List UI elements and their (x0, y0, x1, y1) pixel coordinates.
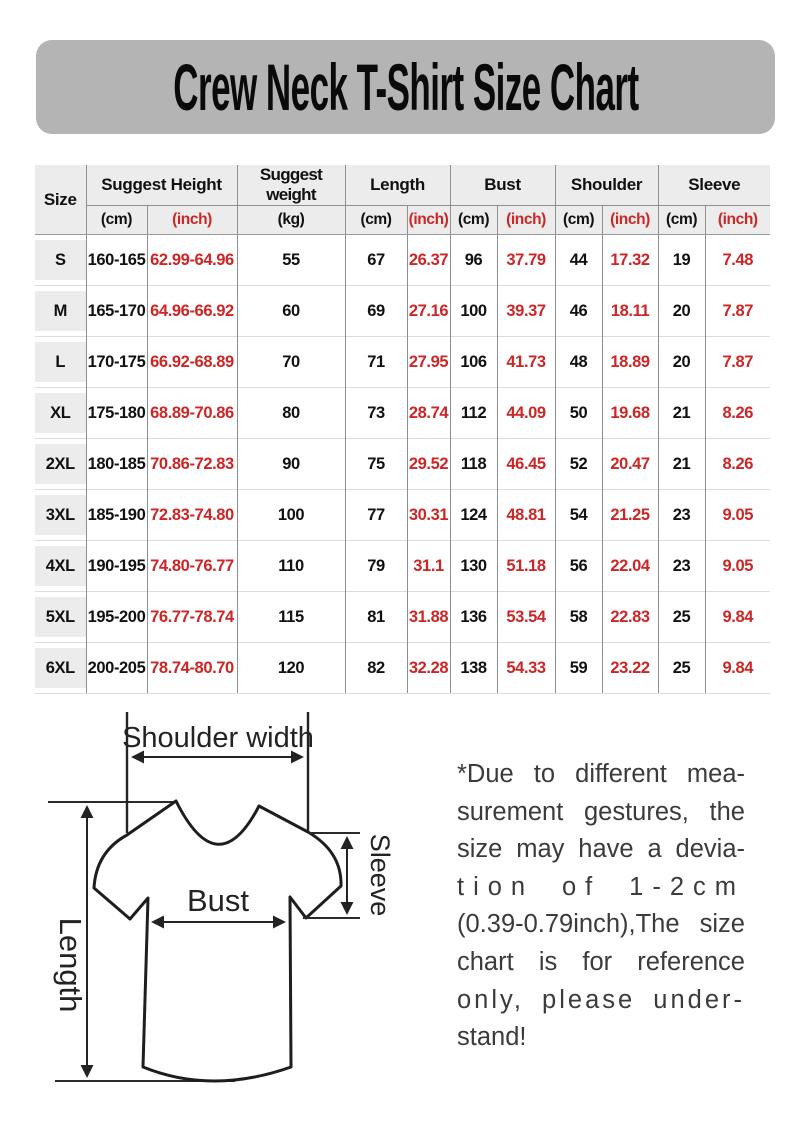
value-cell: 90 (237, 439, 345, 490)
value-cell: 100 (237, 490, 345, 541)
size-cell (35, 490, 86, 541)
table-row (35, 643, 770, 694)
size-cell (35, 592, 86, 643)
value-cell: 76.77-78.74 (147, 592, 237, 643)
unit-shoulder-cm: (cm) (555, 206, 602, 235)
value-cell: 7.87 (705, 337, 770, 388)
value-cell: 68.89-70.86 (147, 388, 237, 439)
unit-weight-kg: (kg) (237, 206, 345, 235)
table-header (35, 165, 770, 235)
value-cell: 118 (450, 439, 497, 490)
size-cell (35, 439, 86, 490)
size-cell (35, 337, 86, 388)
table-row (35, 490, 770, 541)
value-cell: 9.05 (705, 541, 770, 592)
value-cell: 136 (450, 592, 497, 643)
table-row (35, 541, 770, 592)
value-cell: 115 (237, 592, 345, 643)
value-cell: 78.74-80.70 (147, 643, 237, 694)
disclaimer-note (457, 756, 745, 1057)
value-cell: 23 (658, 490, 705, 541)
value-cell: 185-190 (86, 490, 147, 541)
value-cell: 71 (345, 337, 407, 388)
note-line: *Due to different mea- (457, 760, 745, 788)
value-cell: 18.89 (602, 337, 658, 388)
note-line: tion of 1-2cm (457, 872, 745, 901)
value-cell: 23.22 (602, 643, 658, 694)
value-cell: 27.16 (407, 286, 450, 337)
value-cell: 180-185 (86, 439, 147, 490)
value-cell: 20 (658, 286, 705, 337)
value-cell: 56 (555, 541, 602, 592)
tshirt-measurement-diagram (0, 700, 430, 1122)
value-cell: 58 (555, 592, 602, 643)
value-cell: 44 (555, 235, 602, 286)
diagram-label-length: Length (53, 917, 88, 1013)
value-cell: 9.84 (705, 643, 770, 694)
unit-height-cm: (cm) (86, 206, 147, 235)
value-cell: 27.95 (407, 337, 450, 388)
value-cell: 37.79 (497, 235, 555, 286)
value-cell: 54.33 (497, 643, 555, 694)
size-badge: 6XL (35, 648, 86, 688)
size-cell (35, 643, 86, 694)
value-cell: 130 (450, 541, 497, 592)
note-line: chart is for reference (457, 947, 745, 976)
value-cell: 28.74 (407, 388, 450, 439)
size-table (35, 165, 770, 694)
value-cell: 8.26 (705, 388, 770, 439)
value-cell: 21.25 (602, 490, 658, 541)
value-cell: 81 (345, 592, 407, 643)
value-cell: 31.88 (407, 592, 450, 643)
value-cell: 51.18 (497, 541, 555, 592)
note-line: (0.39-0.79inch),The size (457, 910, 745, 939)
col-header-shoulder: Shoulder (555, 165, 658, 206)
note-line: surement gestures, the (457, 797, 745, 826)
size-badge: 2XL (35, 444, 86, 484)
value-cell: 69 (345, 286, 407, 337)
col-header-length: Length (345, 165, 450, 206)
value-cell: 7.87 (705, 286, 770, 337)
value-cell: 124 (450, 490, 497, 541)
value-cell: 112 (450, 388, 497, 439)
value-cell: 48 (555, 337, 602, 388)
value-cell: 53.54 (497, 592, 555, 643)
value-cell: 29.52 (407, 439, 450, 490)
value-cell: 79 (345, 541, 407, 592)
unit-bust-cm: (cm) (450, 206, 497, 235)
size-cell (35, 541, 86, 592)
value-cell: 175-180 (86, 388, 147, 439)
size-cell (35, 388, 86, 439)
value-cell: 75 (345, 439, 407, 490)
value-cell: 25 (658, 592, 705, 643)
value-cell: 20.47 (602, 439, 658, 490)
value-cell: 195-200 (86, 592, 147, 643)
value-cell: 22.04 (602, 541, 658, 592)
col-header-suggest-weight: Suggest weight (237, 165, 345, 206)
value-cell: 32.28 (407, 643, 450, 694)
col-header-bust: Bust (450, 165, 555, 206)
value-cell: 55 (237, 235, 345, 286)
table-row (35, 388, 770, 439)
value-cell: 70.86-72.83 (147, 439, 237, 490)
value-cell: 165-170 (86, 286, 147, 337)
diagram-label-shoulder-width: Shoulder width (122, 722, 314, 754)
value-cell: 17.32 (602, 235, 658, 286)
diagram-label-sleeve: Sleeve (365, 833, 395, 917)
value-cell: 138 (450, 643, 497, 694)
value-cell: 8.26 (705, 439, 770, 490)
value-cell: 9.84 (705, 592, 770, 643)
table-row (35, 439, 770, 490)
value-cell: 190-195 (86, 541, 147, 592)
value-cell: 21 (658, 439, 705, 490)
value-cell: 74.80-76.77 (147, 541, 237, 592)
value-cell: 41.73 (497, 337, 555, 388)
diagram-label-bust: Bust (186, 883, 250, 918)
size-badge: 3XL (35, 495, 86, 535)
value-cell: 77 (345, 490, 407, 541)
unit-length-cm: (cm) (345, 206, 407, 235)
value-cell: 30.31 (407, 490, 450, 541)
unit-sleeve-inch: (inch) (705, 206, 770, 235)
value-cell: 31.1 (407, 541, 450, 592)
value-cell: 200-205 (86, 643, 147, 694)
value-cell: 19 (658, 235, 705, 286)
value-cell: 67 (345, 235, 407, 286)
note-line: size may have a devia- (457, 835, 745, 864)
tshirt-outline (94, 801, 341, 1081)
value-cell: 100 (450, 286, 497, 337)
value-cell: 82 (345, 643, 407, 694)
unit-shoulder-inch: (inch) (602, 206, 658, 235)
value-cell: 72.83-74.80 (147, 490, 237, 541)
value-cell: 18.11 (602, 286, 658, 337)
value-cell: 96 (450, 235, 497, 286)
value-cell: 80 (237, 388, 345, 439)
value-cell: 7.48 (705, 235, 770, 286)
value-cell: 48.81 (497, 490, 555, 541)
size-cell (35, 235, 86, 286)
unit-length-inch: (inch) (407, 206, 450, 235)
note-line: stand! (457, 1023, 527, 1052)
value-cell: 46.45 (497, 439, 555, 490)
value-cell: 52 (555, 439, 602, 490)
value-cell: 9.05 (705, 490, 770, 541)
value-cell: 22.83 (602, 592, 658, 643)
value-cell: 170-175 (86, 337, 147, 388)
size-cell (35, 286, 86, 337)
value-cell: 20 (658, 337, 705, 388)
value-cell: 64.96-66.92 (147, 286, 237, 337)
value-cell: 44.09 (497, 388, 555, 439)
table-row (35, 592, 770, 643)
value-cell: 19.68 (602, 388, 658, 439)
value-cell: 66.92-68.89 (147, 337, 237, 388)
page-title: Crew Neck T-Shirt Size Chart (172, 50, 639, 124)
value-cell: 25 (658, 643, 705, 694)
value-cell: 160-165 (86, 235, 147, 286)
col-header-sleeve: Sleeve (658, 165, 770, 206)
value-cell: 106 (450, 337, 497, 388)
table-row (35, 286, 770, 337)
size-badge: 4XL (35, 546, 86, 586)
value-cell: 54 (555, 490, 602, 541)
col-header-size: Size (35, 165, 86, 235)
value-cell: 73 (345, 388, 407, 439)
size-badge: L (35, 342, 86, 382)
header-unit-row (35, 206, 770, 235)
value-cell: 110 (237, 541, 345, 592)
table-row (35, 235, 770, 286)
value-cell: 59 (555, 643, 602, 694)
value-cell: 70 (237, 337, 345, 388)
value-cell: 62.99-64.96 (147, 235, 237, 286)
value-cell: 60 (237, 286, 345, 337)
value-cell: 26.37 (407, 235, 450, 286)
size-badge: M (35, 291, 86, 331)
size-badge: 5XL (35, 597, 86, 637)
unit-bust-inch: (inch) (497, 206, 555, 235)
value-cell: 46 (555, 286, 602, 337)
size-table-body (35, 235, 770, 694)
header-group-row (35, 165, 770, 206)
value-cell: 120 (237, 643, 345, 694)
size-badge: S (35, 240, 86, 280)
value-cell: 23 (658, 541, 705, 592)
value-cell: 50 (555, 388, 602, 439)
unit-height-inch: (inch) (147, 206, 237, 235)
table-row (35, 337, 770, 388)
note-line: only, please under- (457, 985, 745, 1014)
value-cell: 21 (658, 388, 705, 439)
size-badge: XL (35, 393, 86, 433)
title-banner (36, 40, 775, 134)
unit-sleeve-cm: (cm) (658, 206, 705, 235)
col-header-suggest-height: Suggest Height (86, 165, 237, 206)
value-cell: 39.37 (497, 286, 555, 337)
